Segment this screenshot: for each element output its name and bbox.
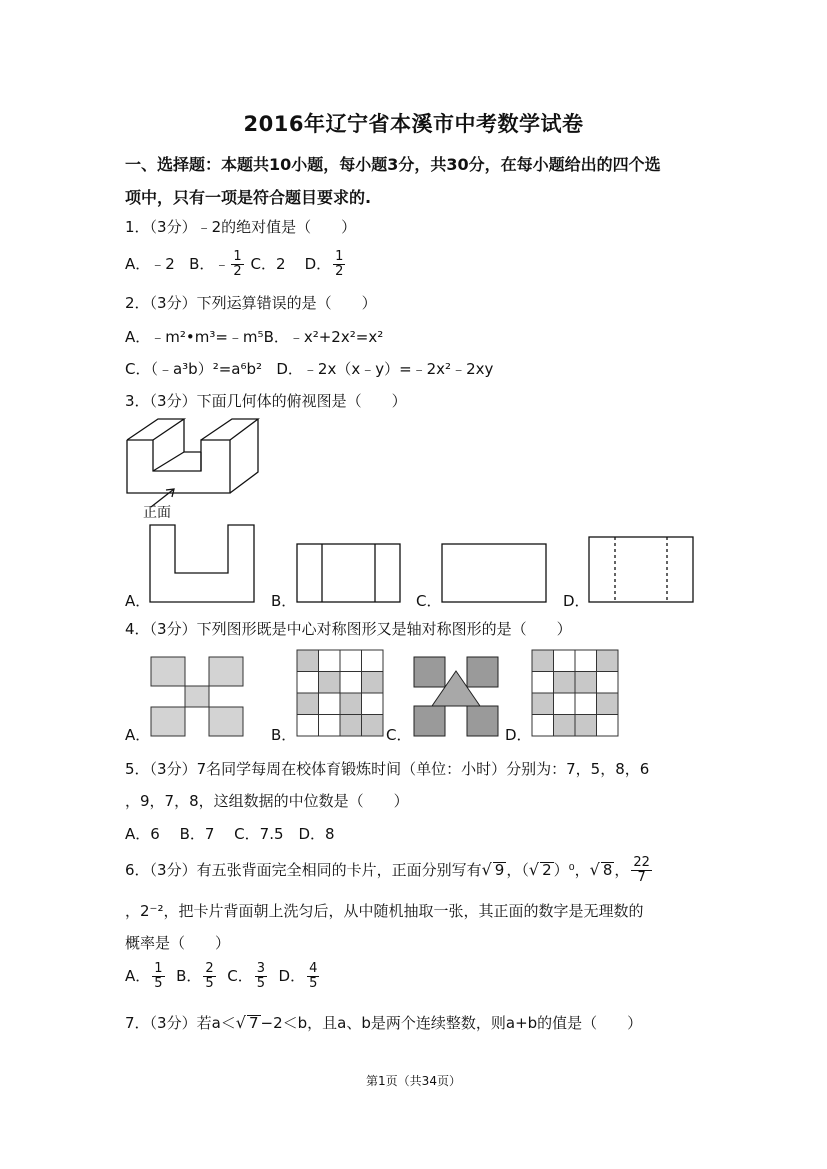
q4-option-c-figure: [414, 657, 498, 736]
fraction-numerator: 1: [154, 961, 163, 976]
q3-option-b-label: B．: [271, 592, 297, 610]
fraction-denominator: 5: [205, 976, 214, 991]
page-footer: 第1页（共34页）: [366, 1074, 461, 1088]
section-heading-line1: 一、选择题：本题共10小题，每小题3分，共30分，在每小题给出的四个选: [125, 155, 661, 174]
q6-option-b: B．: [176, 967, 202, 985]
q4-option-d-label: D．: [505, 726, 532, 744]
q2-option-d: D．﹣2x（x﹣y）=﹣2x²﹣2xy: [276, 360, 494, 378]
q6-stem-prefix: 6．（3分）有五张背面完全相同的卡片，正面分别写有: [125, 861, 482, 879]
fraction-numerator: 22: [633, 855, 650, 870]
q6-sqrt2-radicand: 2: [542, 861, 552, 879]
q4-option-a-figure: [151, 657, 243, 736]
q5-stem-line2: ，9，7，8，这组数据的中位数是（ ）: [125, 792, 409, 810]
q6-options: [125, 962, 321, 991]
q1-option-c: C．2: [250, 255, 286, 273]
q6-option-c: C．: [227, 967, 253, 985]
q6-sqrt9-radicand: 9: [494, 861, 505, 879]
fraction-numerator: 1: [233, 249, 242, 264]
q4-option-b-figure: [297, 650, 383, 736]
q2-stem: 2．（3分）下列运算错误的是（ ）: [125, 294, 377, 312]
q6-option-a: A．: [125, 967, 151, 985]
q7-radicand: 7: [248, 1014, 259, 1032]
radical-sign-icon: √: [589, 860, 600, 879]
radical-sign-icon: √: [481, 860, 492, 879]
q1-stem: 1．（3分）﹣2的绝对值是（ ）: [125, 218, 357, 236]
q3-option-d-label: D．: [563, 592, 590, 610]
q3-stem: 3．（3分）下面几何体的俯视图是（ ）: [125, 392, 407, 410]
q3-front-label: 正面: [143, 505, 171, 521]
q6-stem-line2: ，2⁻²，把卡片背面朝上洗匀后，从中随机抽取一张，其正面的数字是无理数的: [125, 902, 644, 920]
q4-option-c-label: C．: [386, 726, 412, 744]
q6-option-c-fraction: [255, 962, 267, 991]
q6-sep1: ，（: [506, 861, 529, 879]
q4-option-d-figure: [532, 650, 618, 736]
q2-option-b: B．﹣x²+2x²=x²: [263, 328, 384, 346]
q7-stem: [125, 1012, 642, 1033]
q6-sep2: ，: [614, 861, 630, 879]
q5-stem-line1: 5．（3分）7名同学每周在校体育锻炼时间（单位：小时）分别为：7，5，8，6: [125, 760, 650, 778]
q1-option-b-prefix: B．﹣: [189, 255, 230, 273]
fraction-denominator: 7: [637, 870, 646, 885]
q6-option-d-fraction: [307, 962, 319, 991]
q2-option-a: A．﹣m²•m³=﹣m⁵: [125, 328, 264, 346]
fraction-denominator: 2: [233, 264, 242, 279]
q4-option-a-label: A．: [125, 726, 151, 744]
section-heading-line2: 项中，只有一项是符合题目要求的.: [125, 188, 372, 207]
fraction-numerator: 2: [205, 961, 214, 976]
q3-option-a-label: A．: [125, 592, 151, 610]
fraction-denominator: 5: [309, 976, 318, 991]
q6-option-a-fraction: [152, 962, 164, 991]
fraction-denominator: 2: [335, 264, 344, 279]
radical-sign-icon: √: [528, 860, 540, 879]
q4-option-b-label: B．: [271, 726, 297, 744]
q7-rest: −2＜b，且a、b是两个连续整数，则a+b的值是（ ）: [260, 1014, 643, 1032]
q6-option-d: D．: [278, 967, 306, 985]
page-title: 2016年辽宁省本溪市中考数学试卷: [243, 112, 584, 136]
q6-stem-line3: 概率是（ ）: [125, 934, 231, 952]
q4-stem: 4．（3分）下列图形既是中心对称图形又是轴对称图形的是（ ）: [125, 620, 572, 638]
q5-options: A．6 B．7 C．7.5 D．8: [125, 825, 335, 843]
q3-option-c-label: C．: [416, 592, 442, 610]
q6-fraction-22-7: [631, 856, 652, 885]
q6-sqrt8-radicand: 8: [602, 861, 613, 879]
fraction-numerator: 3: [256, 961, 265, 976]
q7-prefix: 7．（3分）若a＜: [125, 1014, 236, 1032]
fraction-denominator: 5: [154, 976, 163, 991]
radical-sign-icon: √: [235, 1013, 246, 1032]
fraction-numerator: 4: [309, 961, 318, 976]
q1-option-d-prefix: D．: [304, 255, 332, 273]
q1-option-a: A．﹣2: [125, 255, 175, 273]
q6-pow0: ）⁰，: [553, 861, 590, 879]
q6-option-b-fraction: [203, 962, 215, 991]
q6-stem-line1: [125, 856, 654, 885]
fraction-denominator: 5: [256, 976, 265, 991]
q2-option-c: C．（﹣a³b）²=a⁶b²: [125, 360, 263, 378]
fraction-numerator: 1: [335, 249, 344, 264]
